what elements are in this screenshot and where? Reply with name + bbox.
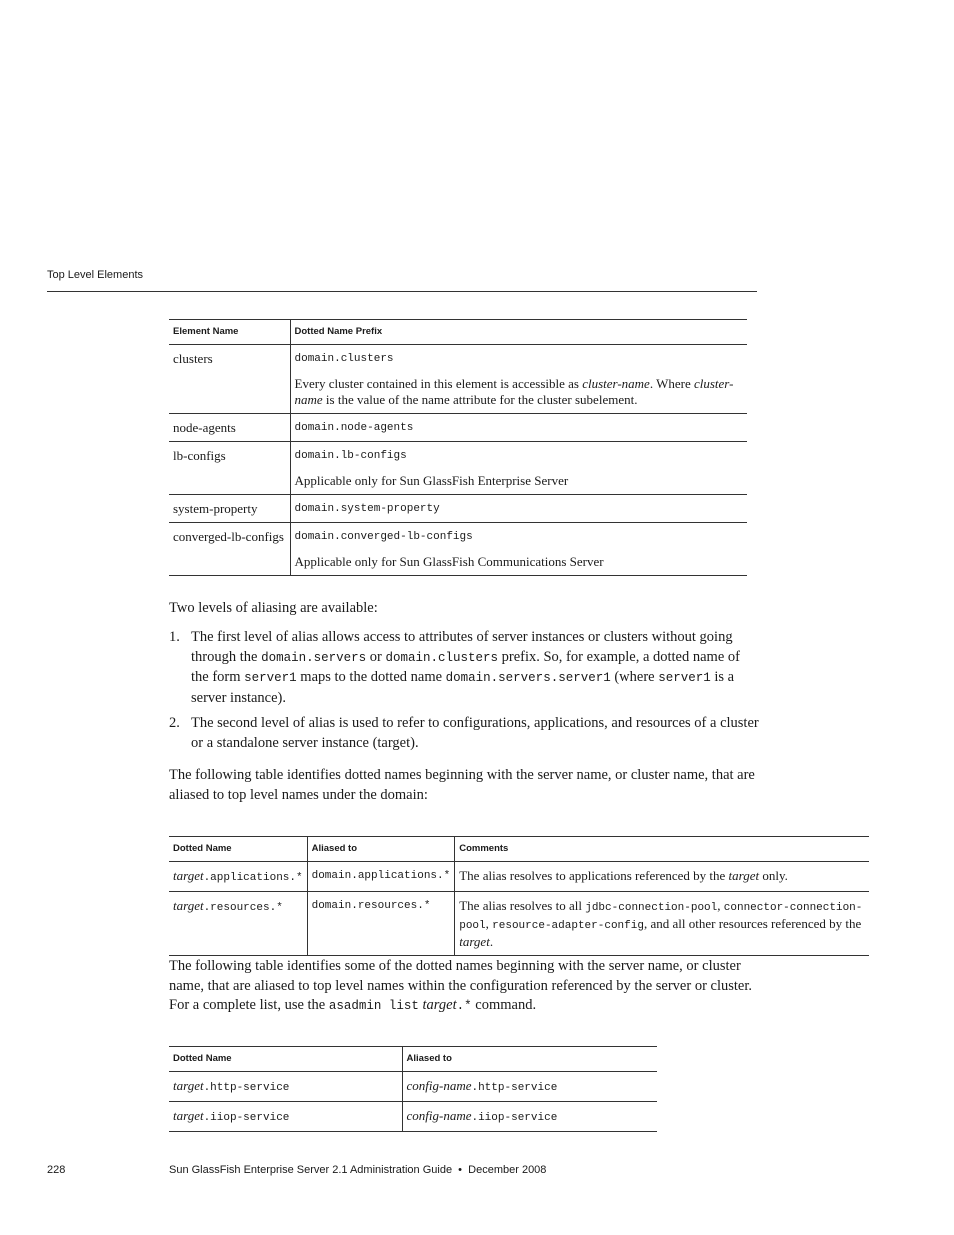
prefix-cell [290, 414, 747, 442]
page-number: 228 [47, 1164, 66, 1176]
aliased-to-cell: config-name.iiop-service [402, 1102, 657, 1132]
column-header: Aliased to [402, 1047, 657, 1072]
list-item: 1. The first level of alias allows access to attributes of server instances or clusters without going through the domain.servers or domain.clusters prefix. So, for example, a dotted name of the form server1 maps to the dotted name domain.servers.server1 (where server1 is a server instance). [169, 629, 740, 706]
prefix-cell [290, 523, 747, 576]
prefix-note: Applicable only for Sun GlassFish Communications Server [294, 554, 604, 569]
column-header: Dotted Name [169, 1047, 402, 1072]
aliased-to-cell: domain.applications.* [307, 862, 455, 892]
table-row [169, 345, 747, 414]
dotted-prefix: domain.lb-configs [294, 450, 407, 462]
element-name: lb-configs [169, 442, 290, 495]
element-name: clusters [169, 345, 290, 414]
dotted-prefix: domain.system-property [294, 503, 440, 515]
table-row [169, 862, 869, 892]
column-header: Dotted Name [169, 837, 307, 862]
table-row [169, 1102, 657, 1132]
dotted-name-cell: target.applications.* [169, 862, 307, 892]
comment-cell: The alias resolves to applications referenced by the target only. [455, 862, 869, 892]
alias-levels-list [169, 628, 759, 759]
prefix-cell [290, 345, 747, 414]
prefix-cell [290, 442, 747, 495]
body-paragraph: The following table identifies some of the dotted names beginning with the server name, or cluster name, that are aliased to top level names within the configuration referenced by the server or cluster. For a complete list, use the asadmin list target.* command. [169, 958, 752, 1013]
body-paragraph: The following table identifies dotted names beginning with the server name, or cluster name, that are aliased to top level names under the domain: [169, 767, 755, 803]
config-alias-table [169, 1046, 657, 1132]
table-header-row [169, 837, 869, 862]
table-row [169, 442, 747, 495]
dotted-prefix: domain.clusters [294, 353, 394, 365]
element-name: converged-lb-configs [169, 523, 290, 576]
table-header-row [169, 320, 747, 345]
list-number: 2. [169, 715, 180, 731]
column-header: Comments [455, 837, 869, 862]
table-row [169, 892, 869, 956]
prefix-note: Applicable only for Sun GlassFish Enterprise Server [294, 473, 569, 488]
table-row [169, 1072, 657, 1102]
dotted-prefix: domain.node-agents [294, 422, 414, 434]
element-name: system-property [169, 495, 290, 523]
header-rule [47, 291, 757, 292]
table-row [169, 414, 747, 442]
body-paragraph: Two levels of aliasing are available: [169, 600, 378, 616]
aliased-to-cell: config-name.http-service [402, 1072, 657, 1102]
element-prefix-table [169, 319, 747, 576]
list-number: 1. [169, 629, 180, 645]
table-row [169, 495, 747, 523]
dotted-name-cell: target.iiop-service [169, 1102, 402, 1132]
column-header: Dotted Name Prefix [290, 320, 747, 345]
prefix-cell [290, 495, 747, 523]
list-item: 2. The second level of alias is used to refer to configurations, applications, and resources of a cluster or a standalone server instance (target). [169, 715, 759, 751]
aliased-to-cell: domain.resources.* [307, 892, 455, 956]
table-header-row [169, 1047, 657, 1072]
domain-alias-table [169, 836, 869, 956]
element-name: node-agents [169, 414, 290, 442]
comment-cell: The alias resolves to all jdbc-connection-pool, connector-connection-pool, resource-adapter-config, and all other resources referenced by the target. [455, 892, 869, 956]
dotted-name-cell: target.http-service [169, 1072, 402, 1102]
column-header: Element Name [169, 320, 290, 345]
running-head: Top Level Elements [47, 269, 143, 281]
dotted-prefix: domain.converged-lb-configs [294, 531, 473, 543]
prefix-note: Every cluster contained in this element is accessible as cluster-name. Where cluster-name is the value of the name attribute for the cluster subelement. [294, 376, 734, 407]
column-header: Aliased to [307, 837, 455, 862]
footer: Sun GlassFish Enterprise Server 2.1 Administration Guide • December 2008 [169, 1164, 547, 1176]
table-row [169, 523, 747, 576]
dotted-name-cell: target.resources.* [169, 892, 307, 956]
